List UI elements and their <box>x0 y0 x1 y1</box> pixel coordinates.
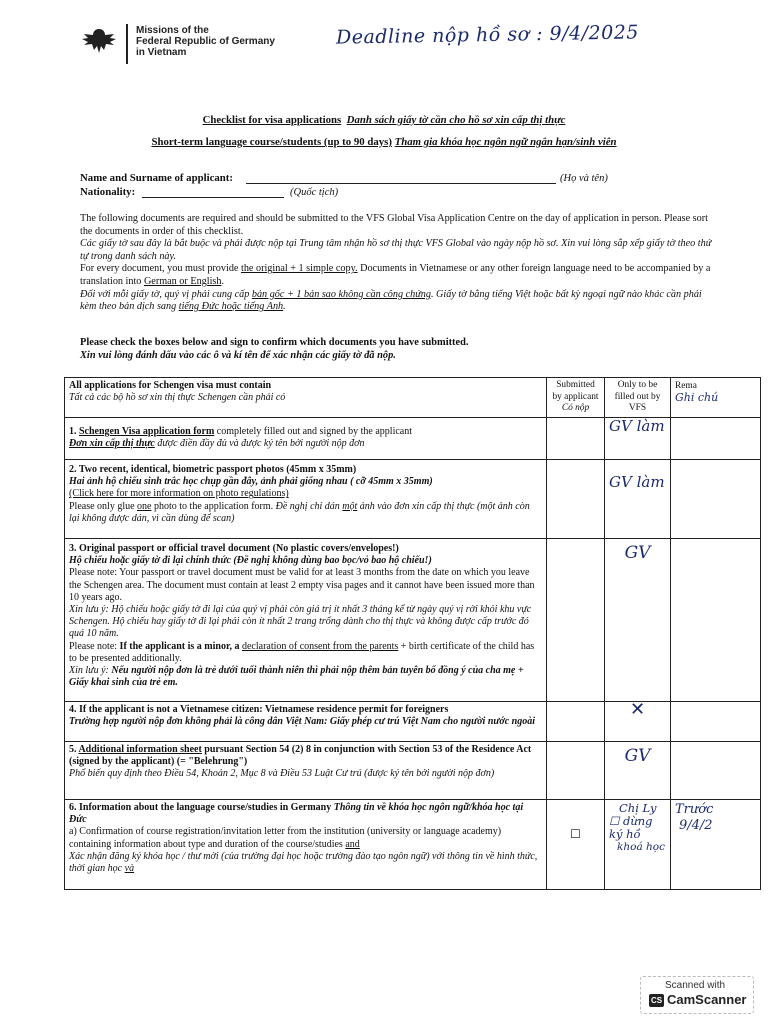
row5-vfs-mark: GV <box>624 746 651 766</box>
row1-vfs-cell[interactable] <box>605 418 671 460</box>
col-vfs: Only to be filled out by VFS <box>614 380 661 413</box>
header-divider <box>126 24 128 64</box>
table-row-4 <box>65 702 761 742</box>
federal-eagle-logo <box>76 26 122 56</box>
org-line-3: in Vietnam <box>136 47 187 58</box>
row2-remarks-cell[interactable] <box>671 460 761 539</box>
intro-p2-vi-b: . Giấy tờ bằng tiếng Việt hoặc bất kỳ ngoại ngữ nào khác cần phải kèm theo bản dịch sang <box>80 288 702 313</box>
row1-description <box>65 418 547 460</box>
row5-vfs-cell[interactable] <box>605 742 671 800</box>
row5-title-u: Additional information sheet <box>78 744 202 755</box>
row1-en-rest: completely filled out and signed by the applicant <box>214 426 413 437</box>
row5-submitted-cell[interactable] <box>547 742 605 800</box>
intro-p2-en-a: For every document, you must provide <box>80 263 241 275</box>
intro-p2-vi-u1: bản gốc + 1 bản sao không cần công chứng <box>251 288 431 300</box>
row3-submitted-cell[interactable] <box>547 539 605 702</box>
camscanner-logo-icon: CS <box>650 996 663 1005</box>
row5-description <box>65 742 547 800</box>
row3-note1-vi: Xin lưu ý: Hộ chiếu hoặc giấy tờ đi lại của quý vị phải còn giá trị ít nhất 3 tháng kể từ ngày quý vị rời khỏi khu vực Schengen. Hộ chiếu hay giấy tờ đi lại phải còn ít nhất 2 trang trống dành cho thị thực và không được cấp trước đó quá 10 năm. <box>69 604 532 640</box>
watermark-scanned-with: Scanned with <box>665 980 726 991</box>
row2-vfs-mark: GV làm <box>609 473 665 491</box>
intro-p2-en-u2: German or English <box>143 275 222 287</box>
header-remarks <box>671 378 761 418</box>
row2-description <box>65 460 547 539</box>
table-header-row <box>65 378 761 418</box>
nationality-label: Nationality: <box>80 186 136 198</box>
row6-vfs-note-3: ký hồ <box>609 827 641 841</box>
checklist-table <box>64 377 761 890</box>
intro-p3-en: Please check the boxes below and sign to confirm which documents you have submitted. <box>80 337 469 348</box>
row6-vfs-notes <box>609 802 666 854</box>
intro-p1-en: The following documents are required and should be submitted to the VFS Global Visa Application Centre on the day of application in person. Please sort the documents in order of this checklist. <box>80 213 708 237</box>
row6-vfs-cell[interactable] <box>605 800 671 890</box>
table-row-2 <box>65 460 761 539</box>
title2-vi: Tham gia khóa học ngôn ngữ ngắn hạn/sinh viên <box>394 136 617 148</box>
row6-remarks-notes <box>675 802 756 834</box>
row3-title-en: 3. Original passport or official travel document (No plastic covers/envelopes!) <box>69 543 399 554</box>
row6-vfs-note-1: Chị Ly <box>619 801 657 815</box>
title-course <box>0 136 768 148</box>
row5-title-rest: pursuant Section 54 (2) 8 in conjunction with Section 53 of the Residence Act (signed by the applicant) (= "Belehrung") <box>69 744 532 768</box>
title-checklist <box>0 114 768 126</box>
nationality-field-line[interactable] <box>142 197 284 198</box>
row3-remarks-cell[interactable] <box>671 539 761 702</box>
row3-note2-en-b: If the applicant is a minor, a <box>119 640 242 652</box>
row6-remark-2: 9/4/2 <box>679 818 713 833</box>
title2-en: Short-term language course/students (up to 90 days) <box>151 136 392 148</box>
col-submitted-vi: Có nộp <box>561 403 590 413</box>
intro-p2-en-c: . <box>221 275 225 287</box>
intro-p2-vi-a: Đối với mỗi giấy tờ, quý vị phải cung cấp <box>80 288 252 300</box>
row5-vi: Phổ biến quy định theo Điều 54, Khoản 2, Mục 8 và Điều 53 Luật Cư trú (được ký tên bởi người nộp đơn) <box>69 768 495 780</box>
intro-p2-vi-c: . <box>283 301 286 313</box>
deadline-handwritten: Deadline nộp hồ sơ : 9/4/2025 <box>335 21 640 49</box>
row2-vfs-cell[interactable] <box>605 460 671 539</box>
row4-submitted-cell[interactable] <box>547 702 605 742</box>
row6-description <box>65 800 547 890</box>
row1-num: 1. <box>69 426 79 437</box>
row2-title-en: 2. Two recent, identical, biometric passport photos (45mm x 35mm) <box>69 464 357 475</box>
name-field-line[interactable] <box>246 183 556 184</box>
table-row-1 <box>65 418 761 460</box>
row6-a-en-u: and <box>345 838 360 850</box>
nationality-vi-label: (Quốc tịch) <box>290 187 339 198</box>
row3-note2-en-c: + birth certificate of the child has to be presented additionally. <box>69 640 535 664</box>
intro-p2-vi-u2: tiếng Đức hoặc tiếng Anh <box>178 301 284 313</box>
row2-note-vi-a: Đề nghị chỉ dán <box>275 500 343 512</box>
row3-vfs-cell[interactable] <box>605 539 671 702</box>
table-row-6 <box>65 800 761 890</box>
row1-vi-u: Đơn xin cấp thị thực <box>69 438 155 450</box>
intro-paragraph-1 <box>80 213 720 314</box>
head-en: All applications for Schengen visa must contain <box>69 380 272 391</box>
applicant-name-row <box>80 172 233 184</box>
intro-paragraph-3 <box>80 337 720 362</box>
row3-note2-vi-b: Nếu người nộp đơn là trẻ dưới tuổi thành niên thì phải nộp thêm bản tuyên bố đồng ý của cha mẹ + Giấy khai sinh của trẻ em. <box>69 665 524 689</box>
row6-submitted-cell[interactable] <box>547 800 605 890</box>
name-label: Name and Surname of applicant: <box>80 172 233 184</box>
intro-p2-en-b: Documents in Vietnamese or any other foreign language need to be accompanied by a translation into <box>80 263 711 287</box>
table-row-5 <box>65 742 761 800</box>
row6-vfs-note-2: ☐ dừng <box>609 814 653 828</box>
row5-remarks-cell[interactable] <box>671 742 761 800</box>
row4-vfs-mark: ✕ <box>629 699 646 720</box>
row2-submitted-cell[interactable] <box>547 460 605 539</box>
row1-en-u: Schengen Visa application form <box>79 426 215 437</box>
row6-submitted-checkbox[interactable]: ☐ <box>570 827 581 841</box>
row2-note-vi-u: một <box>342 500 358 512</box>
head-vi: Tất cả các bộ hồ sơ xin thị thực Schengen cần phải có <box>69 392 286 404</box>
row3-vfs-mark: GV <box>624 543 651 563</box>
row6-a-vi-u: và <box>124 863 135 875</box>
row1-remarks-cell[interactable] <box>671 418 761 460</box>
row6-title-vi: Thông tin về khóa học ngôn ngữ/khóa học tại Đức <box>69 802 524 826</box>
watermark-camscanner: CamScanner <box>667 992 747 1007</box>
mission-name <box>136 25 275 58</box>
org-line-1: Missions of the <box>136 25 209 36</box>
header-all-applications <box>65 378 547 418</box>
row6-remark-1: Trước <box>675 802 714 817</box>
header-vfs <box>605 378 671 418</box>
name-vi-label: (Họ và tên) <box>560 173 608 184</box>
table-row-3 <box>65 539 761 702</box>
title1-vi: Danh sách giấy tờ cần cho hồ sơ xin cấp thị thực <box>346 114 566 126</box>
row4-title-en: 4. If the applicant is not a Vietnamese citizen: Vietnamese residence permit for foreigners <box>69 704 449 715</box>
row4-remarks-cell[interactable] <box>671 702 761 742</box>
header-submitted <box>547 378 605 418</box>
intro-p3-vi: Xin vui lòng đánh dấu vào các ô và kí tên để xác nhận các giấy tờ đã nộp. <box>80 349 396 361</box>
row6-a-vi: Xác nhận đăng ký khóa học / thư mời (của trường đại học hoặc trường đào tạo ngôn ngữ) với thông tin về hình thức, thời gian học <box>69 850 538 875</box>
row6-vfs-note-4: khoá học <box>617 841 666 853</box>
row2-note-vi-b: ảnh vào đơn xin cấp thị thực (một ảnh còn lại không được dán, vì cần dùng để scan) <box>69 500 530 524</box>
row2-note-en-a: Please only glue <box>69 500 138 512</box>
title1-en: Checklist for visa applications <box>202 114 342 126</box>
row3-note2-en-a: Please note: <box>69 640 120 652</box>
row6-remarks-cell[interactable] <box>671 800 761 890</box>
org-line-2: Federal Republic of Germany <box>136 36 275 47</box>
row3-note2-vi-a: Xin lưu ý: <box>69 665 112 677</box>
row1-submitted-cell[interactable] <box>547 418 605 460</box>
camscanner-watermark <box>640 976 754 1014</box>
row6-a-en: a) Confirmation of course registration/invitation letter from the institution (university or language academy) containing information about type and duration of the course/studies <box>69 826 502 850</box>
col-submitted-en: Submitted by applicant <box>552 380 599 402</box>
col-remarks: Rema <box>675 381 697 391</box>
row1-vi-rest: được điền đầy đủ và được ký tên bởi người nộp đơn <box>154 438 365 450</box>
intro-p2-en-u1: the original + 1 simple copy. <box>241 263 358 275</box>
row1-vfs-mark: GV làm <box>609 417 665 435</box>
row6-title-en: 6. Information about the language course/studies in Germany <box>69 802 332 813</box>
row4-description <box>65 702 547 742</box>
photo-regulations-link[interactable]: (Click here for more information on photo regulations) <box>69 488 289 500</box>
row3-note1-en: Please note: Your passport or travel document must be valid for at least 3 months from the date on which you leave the Schengen area. The document must contain at least 2 empty visa pages and it cannot have been issued more than 10 years ago. <box>69 567 535 603</box>
col-remarks-vi: Ghi chú <box>675 391 719 405</box>
row5-num: 5. <box>69 744 79 755</box>
row3-note2-en-u: declaration of consent from the parents <box>241 640 399 652</box>
row3-title-vi: Hộ chiếu hoặc giấy tờ đi lại chính thức (Đề nghị không dùng bao bọc/vỏ bao hộ chiếu!) <box>69 555 432 567</box>
intro-p1-vi: Các giấy tờ sau đây là bắt buộc và phải được nộp tại Trung tâm nhận hồ sơ thị thực VFS Global vào ngày nộp hồ sơ. Xin vui lòng sắp xếp giấy tờ theo thứ tự trong danh sách này. <box>80 238 712 262</box>
row2-note-en-u: one <box>137 500 152 512</box>
row4-vfs-cell[interactable] <box>605 699 671 742</box>
row2-note-en-b: photo to the application form. <box>151 500 276 512</box>
row2-title-vi: Hai ảnh hộ chiếu sinh trắc học chụp gần đây, ảnh phải giống nhau ( cỡ 45mm x 35mm) <box>69 476 433 488</box>
row4-title-vi: Trường hợp người nộp đơn không phải là công dân Việt Nam: Giấy phép cư trú Việt Nam cho người nước ngoài <box>69 716 536 728</box>
row3-description <box>65 539 547 702</box>
